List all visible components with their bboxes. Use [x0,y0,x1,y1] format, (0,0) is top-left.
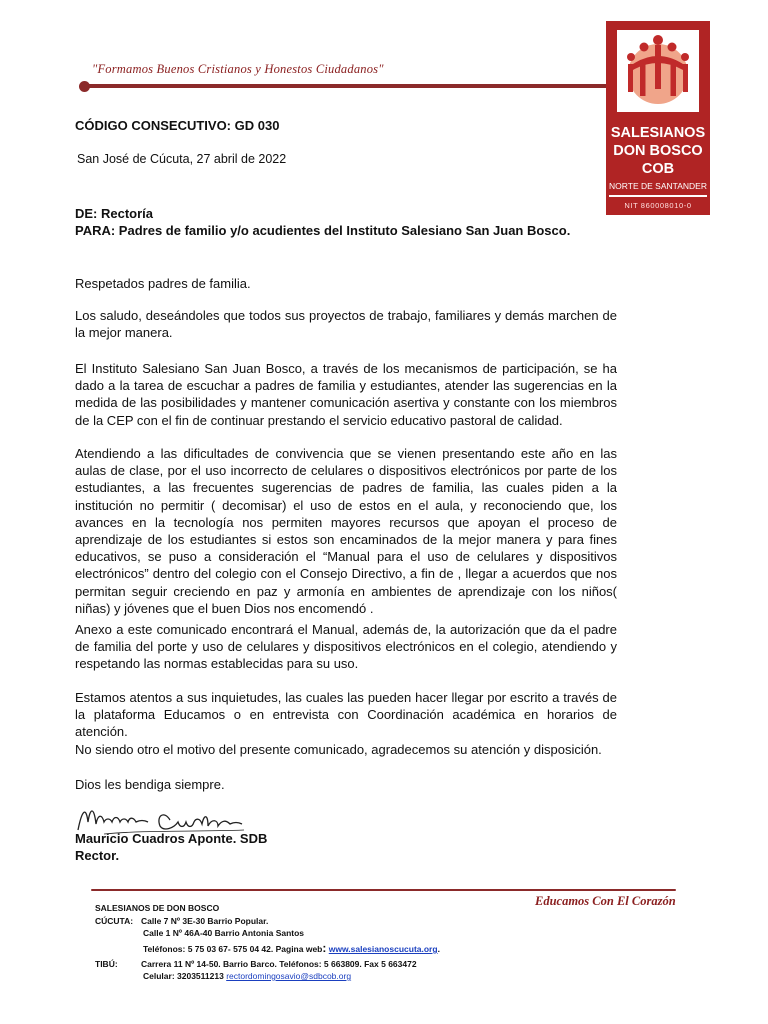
logo-divider [609,195,707,197]
salesianos-logo [606,21,710,215]
footer-tibu-label: TIBÚ: [95,959,118,969]
logo-line-3: COB [641,161,675,177]
footer-cucuta-label: CÚCUTA: [95,916,134,926]
paragraph-2: El Instituto Salesiano San Juan Bosco, a través de los mecanismos de participación, se ha dado a la tarea de escuchar a padres de familia y estudiantes, atender las sugerencias en la medida de las posibilidades y mantener comunicación asertiva y constante con los miembros de la CEP con el fin de continuar prestando el servicio educativo pastoral de calidad. [75,361,617,428]
footer-phones [143,942,440,955]
logo-line-1: SALESIANOS [610,125,706,141]
paragraph-1: Los saludo, deseándoles que todos sus proyectos de trabajo, familiares y demás marchen de la mejor manera. [75,308,617,341]
closing-blessing: Dios les bendiga siempre. [75,777,225,792]
paragraph-3: Atendiendo a las dificultades de convivencia que se vienen presentando este año en las aulas de clase, por el uso incorrecto de celulares o dispositivos electrónicos por parte de los estudiantes, a las frecuentes sugerencias de padres de familia, las cuales piden a la institución no permitir ( decomisar) el uso de estos en el aula, y reconociendo que, los avances en la tecnología nos permiten mayores recursos que apoyan el proceso de aprendizaje de los estudiantes si estos son encaminados de la mejor manera y para fines educativos, se puso a consideración el “Manual para el uso de celulares y dispositivos electrónicos” dentro del colegio con el Consejo Directivo, a fin de , llegar a acuerdos que nos permitan seguir creciendo en paz y armonía en ambientes de aprendizaje con los niños( niñas) y jóvenes que el buen Dios nos encomendó . [75,446,617,616]
paragraph-5: Estamos atentos a sus inquietudes, las cuales las pueden hacer llegar por escrito a través de la plataforma Educamos o en entrevista con Coordinación académica en horarios de atención. [75,690,617,740]
footer-line [91,889,676,891]
signatory-title: Rector. [75,848,120,863]
logo-region: NORTE DE SANTANDER [609,181,707,191]
footer-period: . [437,944,440,954]
to-line: PARA: Padres de familio y/o acudientes del Instituto Salesiano San Juan Bosco. [75,223,571,238]
footer-cucuta-address-2: Calle 1 Nº 46A-40 Barrio Antonia Santos [143,928,305,938]
salesian-emblem-icon [617,30,699,112]
greeting: Respetados padres de familia. [75,276,251,291]
place-date: San José de Cúcuta, 27 abril de 2022 [77,152,287,166]
footer-motto: Educamos Con El Corazón [535,894,676,908]
logo-nit: NIT 860008010-0 [624,201,692,210]
header-motto: "Formamos Buenos Cristianos y Honestos Ciudadanos" [92,62,384,76]
footer-cucuta-address-1: Calle 7 Nº 3E-30 Barrio Popular. [141,916,269,926]
footer-website-link[interactable]: www.salesianoscucuta.org [328,944,438,954]
document-code: CÓDIGO CONSECUTIVO: GD 030 [75,118,280,133]
signatory-name: Mauricio Cuadros Aponte. SDB [75,831,268,846]
footer-tibu-address: Carrera 11 Nº 14-50. Barrio Barco. Teléfonos: 5 663809. Fax 5 663472 [141,959,417,969]
footer-cell [143,970,351,982]
logo-line-2: DON BOSCO [613,143,703,159]
footer-org: SALESIANOS DE DON BOSCO [95,903,220,913]
paragraph-4: Anexo a este comunicado encontrará el Manual, además de, la autorización que da el padre de familia del porte y uso de celulares y dispositivos electrónicos en el colegio, atendiendo y respetando las normas establecidas para su uso. [75,622,617,672]
paragraph-6: No siendo otro el motivo del presente comunicado, agradecemos su atención y disposición. [75,742,602,757]
from-line: DE: Rectoría [75,206,154,221]
footer-email-link[interactable]: rectordomingosavio@sdbcob.org [226,971,352,981]
footer-cell-label: Celular: 3203511213 [143,971,224,981]
footer-phones-label: Teléfonos: 5 75 03 67- 575 04 42. Pagina web [143,944,323,954]
header-line [84,84,608,88]
footer-colon: : [322,941,327,955]
